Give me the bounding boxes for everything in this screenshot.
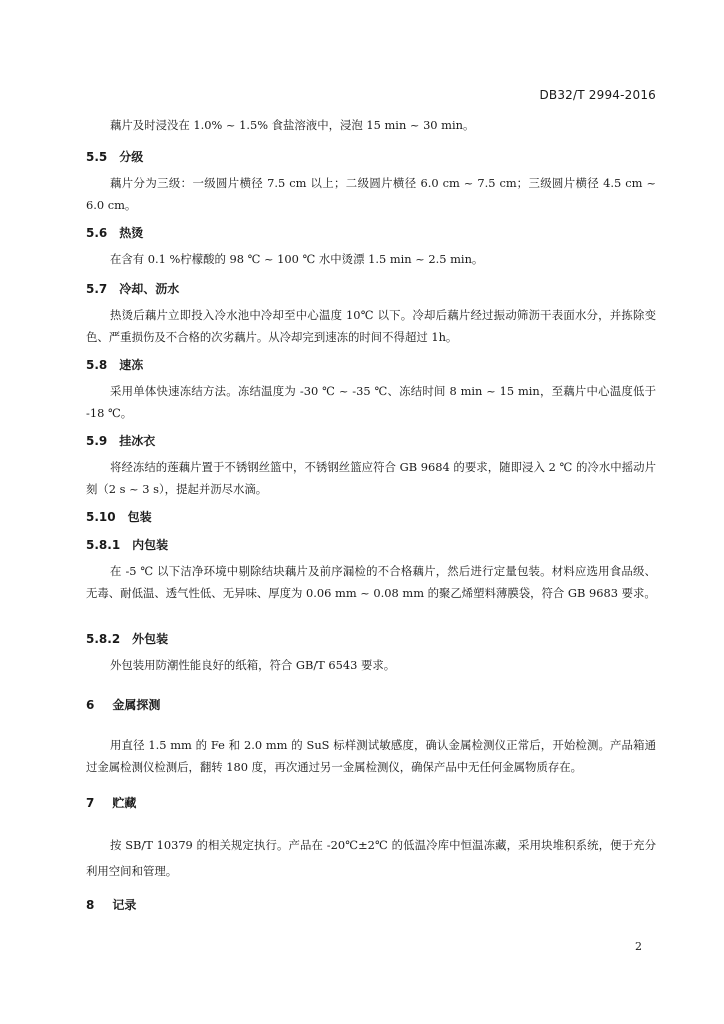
paragraph-grading: 藕片分为三级：一级圆片横径 7.5 cm 以上；二级圆片横径 6.0 cm ~ 7.5 cm；三级圆片横径 4.5 cm ~ 6.0 cm。 bbox=[86, 176, 656, 212]
section-number: 5.6 bbox=[86, 226, 108, 240]
section-number: 5.10 bbox=[86, 510, 116, 524]
paragraph-soaking: 藕片及时浸没在 1.0% ~ 1.5% 食盐溶液中，浸泡 15 min ~ 30 min。 bbox=[110, 118, 475, 132]
section-number: 5.5 bbox=[86, 150, 108, 164]
paragraph-storage: 按 SB/T 10379 的相关规定执行。产品在 -20℃±2℃ 的低温冷库中恒温冻藏，采用块堆积系统，便于充分利用空间和管理。 bbox=[86, 838, 656, 878]
section-number: 8 bbox=[86, 898, 95, 912]
section-title: 分级 bbox=[119, 150, 144, 164]
heading-5-7 bbox=[86, 280, 656, 297]
heading-5-8-1 bbox=[86, 536, 656, 553]
section-number: 5.9 bbox=[86, 434, 108, 448]
paragraph-outer-packaging: 外包装用防潮性能良好的纸箱，符合 GB/T 6543 要求。 bbox=[110, 658, 396, 672]
section-title: 记录 bbox=[112, 898, 137, 912]
heading-5-8-2 bbox=[86, 630, 656, 647]
heading-5-10 bbox=[86, 508, 656, 525]
page-number: 2 bbox=[635, 940, 642, 953]
heading-7 bbox=[86, 794, 656, 811]
heading-5-6 bbox=[86, 224, 656, 241]
paragraph-cooling: 热烫后藕片立即投入冷水池中冷却至中心温度 10℃ 以下。冷却后藕片经过振动筛沥干表面水分，并拣除变色、严重损伤及不合格的次劣藕片。从冷却完到速冻的时间不得超过 1h。 bbox=[86, 308, 656, 344]
section-title: 内包装 bbox=[132, 538, 169, 552]
heading-8 bbox=[86, 896, 656, 913]
paragraph-glazing: 将经冻结的莲藕片置于不锈钢丝篮中，不锈钢丝篮应符合 GB 9684 的要求，随即浸入 2 ℃ 的冷水中摇动片刻（2 s ~ 3 s），提起并沥尽水滴。 bbox=[86, 460, 656, 496]
heading-5-5 bbox=[86, 148, 656, 165]
section-title: 金属探测 bbox=[112, 698, 161, 712]
section-number: 5.7 bbox=[86, 282, 108, 296]
section-title: 包装 bbox=[127, 510, 152, 524]
heading-5-8 bbox=[86, 356, 656, 373]
section-title: 冷却、沥水 bbox=[119, 282, 180, 296]
heading-5-9 bbox=[86, 432, 656, 449]
section-title: 挂冰衣 bbox=[119, 434, 156, 448]
section-title: 热烫 bbox=[119, 226, 144, 240]
section-title: 速冻 bbox=[119, 358, 144, 372]
paragraph-inner-packaging: 在 -5 ℃ 以下洁净环境中剔除结块藕片及前序漏检的不合格藕片，然后进行定量包装。材料应选用食品级、无毒、耐低温、透气性低、无异味、厚度为 0.06 mm ~ 0.08 mm 的聚乙烯塑料薄膜袋，符合 GB 9683 要求。 bbox=[86, 564, 656, 600]
section-number: 5.8 bbox=[86, 358, 108, 372]
section-number: 5.8.1 bbox=[86, 538, 121, 552]
paragraph-freezing: 采用单体快速冻结方法。冻结温度为 -30 ℃ ~ -35 ℃、冻结时间 8 min ~ 15 min，至藕片中心温度低于 -18 ℃。 bbox=[86, 384, 656, 420]
paragraph-metal-detection: 用直径 1.5 mm 的 Fe 和 2.0 mm 的 SuS 标样测试敏感度，确认金属检测仪正常后，开始检测。产品箱通过金属检测仪检测后，翻转 180 度，再次通过另一金属检测仪，确保产品中无任何金属物质存在。 bbox=[86, 738, 656, 774]
section-title: 贮藏 bbox=[112, 796, 137, 810]
paragraph-blanching: 在含有 0.1 %柠檬酸的 98 ℃ ~ 100 ℃ 水中烫漂 1.5 min ~ 2.5 min。 bbox=[110, 252, 484, 266]
document-code-header: DB32/T 2994-2016 bbox=[539, 88, 656, 102]
section-number: 6 bbox=[86, 698, 95, 712]
section-number: 7 bbox=[86, 796, 95, 810]
section-title: 外包装 bbox=[132, 632, 169, 646]
section-number: 5.8.2 bbox=[86, 632, 121, 646]
heading-6 bbox=[86, 696, 656, 713]
